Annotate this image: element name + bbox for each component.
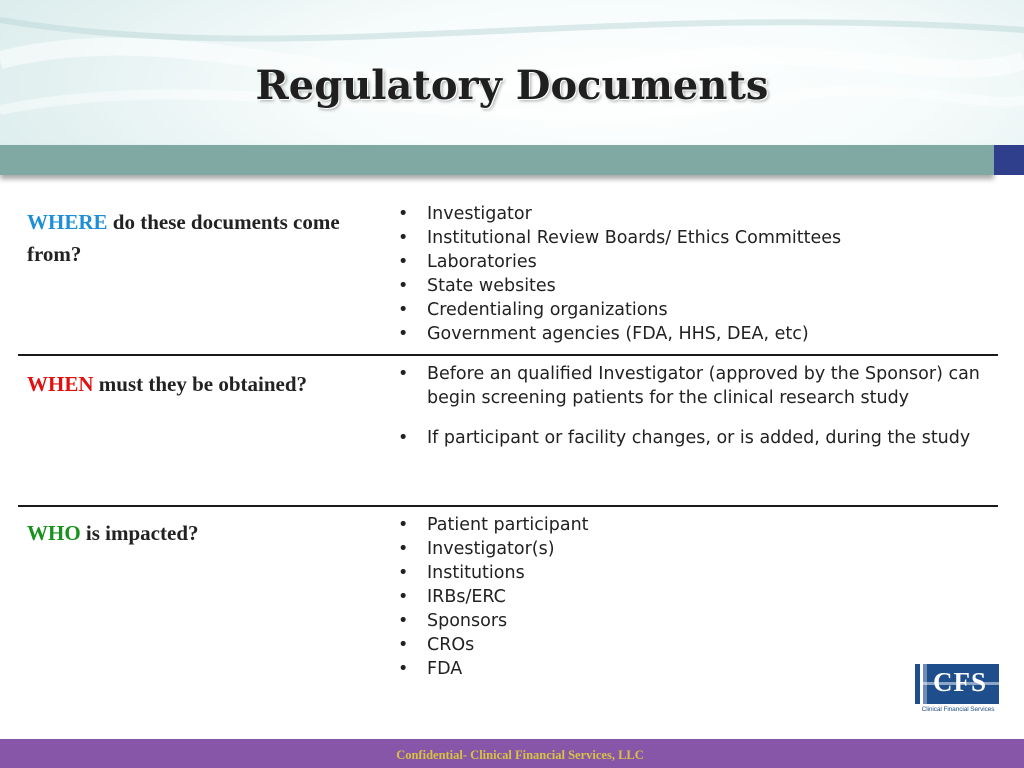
question-when	[18, 356, 388, 505]
list-item: • FDA	[398, 659, 463, 679]
list-item: • Laboratories	[398, 252, 537, 272]
bullet-icon: •	[398, 364, 409, 384]
bullet-icon: •	[398, 635, 409, 655]
answers-where	[388, 196, 998, 354]
list-item: • Credentialing organizations	[398, 300, 668, 320]
list-item: • Patient participant	[398, 515, 589, 535]
bullet-icon: •	[398, 611, 409, 631]
bullet-icon: •	[398, 204, 409, 224]
bullet-icon: •	[398, 659, 409, 679]
table-row-when	[18, 356, 998, 507]
question-who-text: is impacted?	[85, 521, 199, 545]
bullet-icon: •	[398, 228, 409, 248]
bullet-icon: •	[398, 276, 409, 296]
bullet-icon: •	[398, 252, 409, 272]
answer-list-who	[396, 513, 998, 681]
table-row-who	[18, 507, 998, 677]
header-band	[0, 145, 994, 175]
list-item: • Investigator	[398, 204, 532, 224]
list-item: • CROs	[398, 635, 475, 655]
list-item: • Investigator(s)	[398, 539, 555, 559]
list-item: • Institutional Review Boards/ Ethics Committees	[398, 228, 842, 248]
list-item: • If participant or facility changes, or is added, during the study	[398, 428, 971, 448]
bullet-icon: •	[398, 300, 409, 320]
cfs-logo-letters: CFS	[933, 667, 988, 697]
list-item: • Government agencies (FDA, HHS, DEA, etc)	[398, 324, 809, 344]
keyword-where: WHERE	[27, 210, 108, 234]
question-where	[18, 196, 388, 354]
question-who	[18, 507, 388, 677]
list-item: • Before an qualified Investigator (approved by the Sponsor) can begin screening patients for the clinical research study	[398, 364, 980, 408]
page-title: Regulatory Documents	[255, 62, 769, 109]
bullet-icon: •	[398, 563, 409, 583]
bullet-icon: •	[398, 587, 409, 607]
keyword-who: WHO	[27, 521, 81, 545]
answer-list-when	[396, 362, 998, 450]
answers-when	[388, 356, 998, 505]
question-when-text: must they be obtained?	[98, 372, 308, 396]
footer-text: Confidential- Clinical Financial Services, LLC	[396, 748, 644, 762]
bullet-icon: •	[398, 515, 409, 535]
bullet-icon: •	[398, 324, 409, 344]
header-band-accent	[994, 145, 1024, 175]
table-row-where	[18, 196, 998, 356]
cfs-logo	[915, 664, 1001, 718]
list-item: • IRBs/ERC	[398, 587, 506, 607]
cfs-logo-caption: Clinical Financial Services	[921, 706, 995, 713]
content-table	[18, 196, 998, 677]
list-item: • Sponsors	[398, 611, 508, 631]
answer-list-where	[396, 202, 998, 346]
bullet-icon: •	[398, 428, 409, 448]
keyword-when: WHEN	[27, 372, 94, 396]
bullet-icon: •	[398, 539, 409, 559]
answers-who	[388, 507, 998, 677]
list-item: • Institutions	[398, 563, 525, 583]
question-where-text: do these documents come from?	[27, 210, 340, 266]
list-item: • State websites	[398, 276, 556, 296]
